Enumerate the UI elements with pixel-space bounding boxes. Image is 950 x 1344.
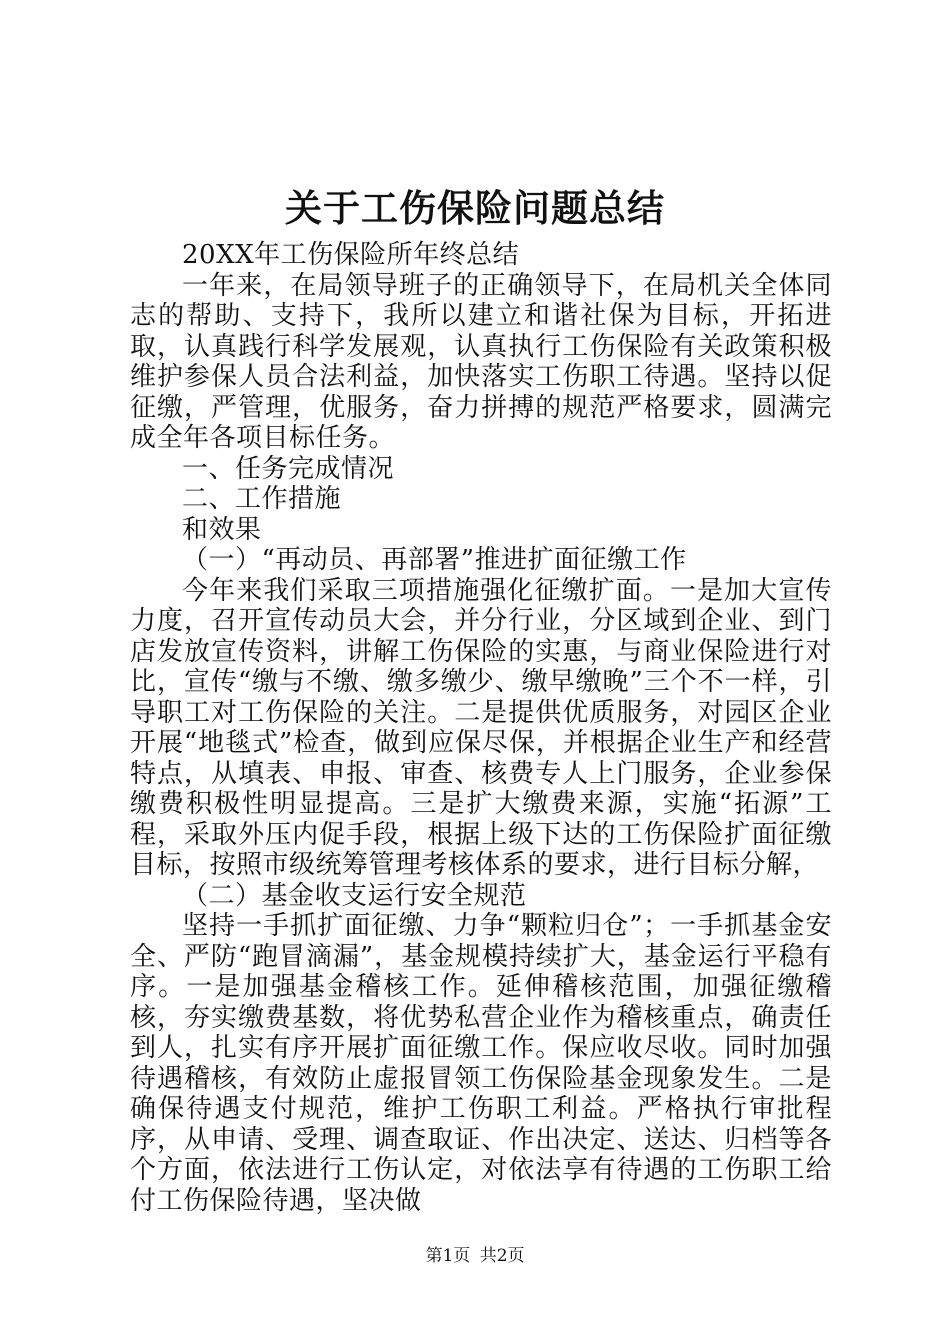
subheading-fund-safety: （二）基金收支运行安全规范	[182, 880, 527, 911]
heading-task-completion: 一、任务完成情况	[182, 453, 395, 484]
paragraph-intro: 一年来，在局领导班子的正确领导下，在局机关全体同志的帮助、支持下，我所以建立和谐社保为目标，开拓进取，认真践行科学发展观，认真执行工伤保险有关政策积极维护参保人员合法利益，加快落实工伤职工待遇。坚持以促征缴，严管理，优服务，奋力拼搏的规范严格要求，圆满完成全年各项目标任务。	[130, 270, 832, 453]
page-footer	[0, 1245, 950, 1267]
document-title: 关于工伤保险问题总结	[285, 186, 665, 230]
heading-work-measures-cont: 和效果	[182, 514, 262, 545]
document-body	[130, 240, 832, 1216]
paragraph-fund-safety: 坚持一手抓扩面征缴、力争“颗粒归仓”；一手抓基金安全、严防“跑冒滴漏”，基金规模持续扩大，基金运行平稳有序。一是加强基金稽核工作。延伸稽核范围，加强征缴稽核，夯实缴费基数，将优势私营企业作为稽核重点，确责任到人，扎实有序开展扩面征缴工作。保应收尽收。同时加强待遇稽核，有效防止虚报冒领工伤保险基金现象发生。二是确保待遇支付规范，维护工伤职工利益。严格执行审批程序，从申请、受理、调查取证、作出决定、送达、归档等各个方面，依法进行工伤认定，对依法享有待遇的工伤职工给付工伤保险待遇，坚决做	[130, 911, 832, 1216]
page-number: 第1页	[425, 1246, 471, 1266]
paragraph-subtitle: 20XX年工伤保险所年终总结	[182, 240, 520, 270]
paragraph-mobilization: 今年来我们采取三项措施强化征缴扩面。一是加大宣传力度，召开宣传动员大会，并分行业，分区域到企业、到门店发放宣传资料，讲解工伤保险的实惠，与商业保险进行对比，宣传“缴与不缴、缴多缴少、缴早缴晚”三个不一样，引导职工对工伤保险的关注。二是提供优质服务，对园区企业开展“地毯式”检查，做到应保尽保，并根据企业生产和经营特点，从填表、申报、审查、核费专人上门服务，企业参保缴费积极性明显提高。三是扩大缴费来源，实施“拓源”工程，采取外压内促手段，根据上级下达的工伤保险扩面征缴目标，按照市级统筹管理考核体系的要求，进行目标分解，	[130, 575, 832, 880]
heading-work-measures: 二、工作措施	[182, 484, 342, 514]
page-total: 共2页	[479, 1246, 525, 1266]
subheading-mobilization: （一）“再动员、再部署”推进扩面征缴工作	[182, 545, 687, 575]
